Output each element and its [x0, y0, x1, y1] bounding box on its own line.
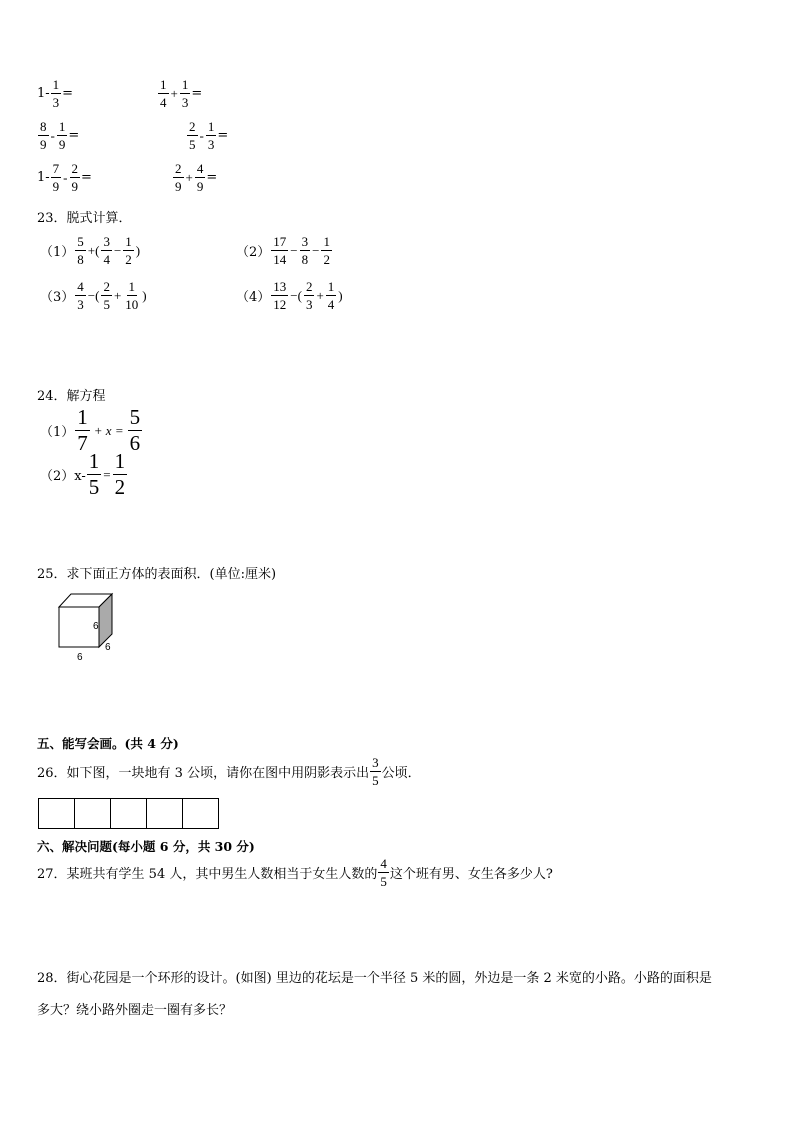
fraction: $\frac{1}{10}$ — [125, 279, 139, 312]
calc-item-3 — [37, 120, 79, 151]
question-28-line-1: 28．街心花园是一个环形的设计。(如图) 里边的花坛是一个半径 5 米的圆，外边是一条 2 米宽的小路。小路的面积是 — [37, 971, 712, 986]
calc-prefix: 1- — [37, 170, 50, 185]
item-label: （1） — [40, 245, 75, 260]
item-label: （2）x- — [40, 469, 86, 484]
grid-cell[interactable] — [39, 799, 75, 828]
cube-label-side: 6 — [105, 642, 111, 653]
item-label: （4） — [236, 290, 271, 305]
q26-text-after: 公顷． — [381, 766, 421, 781]
q23-item-4 — [236, 280, 344, 311]
q24-equation-1 — [40, 407, 143, 454]
operator: − — [312, 242, 320, 258]
equals-sign: = — [191, 86, 203, 101]
q27-text-before: 27．某班共有学生 54 人，其中男生人数相当于女生人数的 — [37, 867, 378, 882]
calc-item-2 — [157, 78, 202, 109]
fraction: $\frac{1}{2}$ — [323, 234, 330, 267]
q23-item-1 — [40, 235, 141, 266]
calc-item-5 — [37, 162, 92, 193]
equals-sign: = — [81, 170, 92, 185]
fraction: $\frac{1}{2}$ — [125, 234, 132, 267]
q23-item-2 — [236, 235, 335, 266]
fraction: $\frac{2}{5}$ — [103, 279, 110, 312]
operator: + — [170, 85, 178, 101]
fraction: $\frac{17}{14}$ — [273, 234, 287, 267]
calc-item-1 — [37, 78, 73, 109]
fraction: $\frac{1}{5}$ — [88, 449, 100, 499]
fraction: $\frac{1}{7}$ — [77, 405, 88, 455]
equals-sign: = — [68, 128, 80, 143]
operator: + — [113, 287, 122, 303]
calc-item-6 — [172, 162, 217, 193]
operator: - — [50, 127, 55, 143]
question-25-title: 25．求下面正方体的表面积．(单位:厘米) — [37, 567, 277, 582]
question-23-title: 23．脱式计算． — [37, 211, 132, 226]
fraction: $\frac{1}{3}$ — [207, 119, 215, 152]
operator: − — [113, 242, 122, 258]
cube-label-bottom: 6 — [77, 652, 83, 663]
operator: − — [290, 242, 298, 258]
fraction: $\frac{3}{4}$ — [103, 234, 110, 267]
operator: +( — [87, 242, 100, 258]
calc-prefix: 1- — [37, 86, 50, 101]
operator: + — [185, 169, 193, 185]
fraction: $\frac{4}{3}$ — [77, 279, 84, 312]
question-24-title: 24．解方程 — [37, 389, 106, 404]
equals-sign: = — [206, 170, 218, 185]
fraction: $\frac{3}{5}$ — [372, 755, 379, 788]
cube-label-front: 6 — [93, 621, 99, 632]
grid-cell[interactable] — [75, 799, 111, 828]
operator: −( — [87, 287, 100, 303]
fraction: $\frac{5}{6}$ — [129, 405, 141, 455]
fraction: $\frac{7}{9}$ — [52, 161, 60, 194]
fraction: $\frac{2}{9}$ — [71, 161, 79, 194]
item-label: （3） — [40, 290, 75, 305]
q24-equation-2 — [40, 451, 128, 498]
fraction: $\frac{4}{9}$ — [196, 161, 204, 194]
operator: −( — [290, 287, 302, 303]
fraction: $\frac{1}{9}$ — [58, 119, 66, 152]
grid-cell[interactable] — [147, 799, 183, 828]
section-5-heading: 五、能写会画。(共 4 分) — [37, 736, 179, 751]
equation-middle: + x = — [93, 422, 124, 438]
operator: + — [316, 287, 324, 303]
fraction: $\frac{13}{12}$ — [273, 279, 287, 312]
equals-sign: = — [62, 86, 74, 101]
close-paren: ) — [338, 287, 343, 303]
fraction: $\frac{2}{9}$ — [175, 161, 182, 194]
item-label: （1） — [40, 425, 75, 440]
fraction: $\frac{5}{8}$ — [77, 234, 84, 267]
section-6-heading: 六、解决问题(每小题 6 分，共 30 分) — [37, 839, 255, 854]
fraction: $\frac{2}{5}$ — [189, 119, 196, 152]
fraction: $\frac{3}{8}$ — [301, 234, 309, 267]
question-28-line-2: 多大？绕小路外圈走一圈有多长？ — [37, 1003, 233, 1018]
q26-text-before: 26．如下图，一块地有 3 公顷，请你在图中用阴影表示出 — [37, 766, 370, 781]
q27-text-after: 这个班有男、女生各多少人? — [389, 867, 553, 882]
equals-sign: = — [217, 128, 229, 143]
fraction: $\frac{1}{3}$ — [181, 77, 189, 110]
fraction: $\frac{4}{5}$ — [380, 856, 387, 889]
land-grid[interactable] — [38, 798, 219, 829]
operator: - — [199, 127, 204, 143]
close-paren: ) — [142, 287, 147, 303]
fraction: $\frac{1}{4}$ — [160, 77, 167, 110]
grid-cell[interactable] — [183, 799, 219, 828]
question-27 — [37, 857, 553, 888]
fraction: $\frac{1}{2}$ — [114, 449, 126, 499]
operator: - — [63, 169, 68, 185]
fraction: $\frac{2}{3}$ — [305, 279, 313, 312]
calc-item-4 — [186, 120, 228, 151]
fraction: $\frac{1}{3}$ — [52, 77, 60, 110]
close-paren: ) — [135, 242, 141, 258]
cube-figure — [50, 590, 130, 665]
item-label: （2） — [236, 245, 271, 260]
question-26 — [37, 756, 421, 787]
fraction: $\frac{8}{9}$ — [40, 119, 47, 152]
grid-cell[interactable] — [111, 799, 147, 828]
fraction: $\frac{1}{4}$ — [327, 279, 335, 312]
equals-sign: = — [103, 466, 111, 482]
q23-item-3 — [40, 280, 148, 311]
